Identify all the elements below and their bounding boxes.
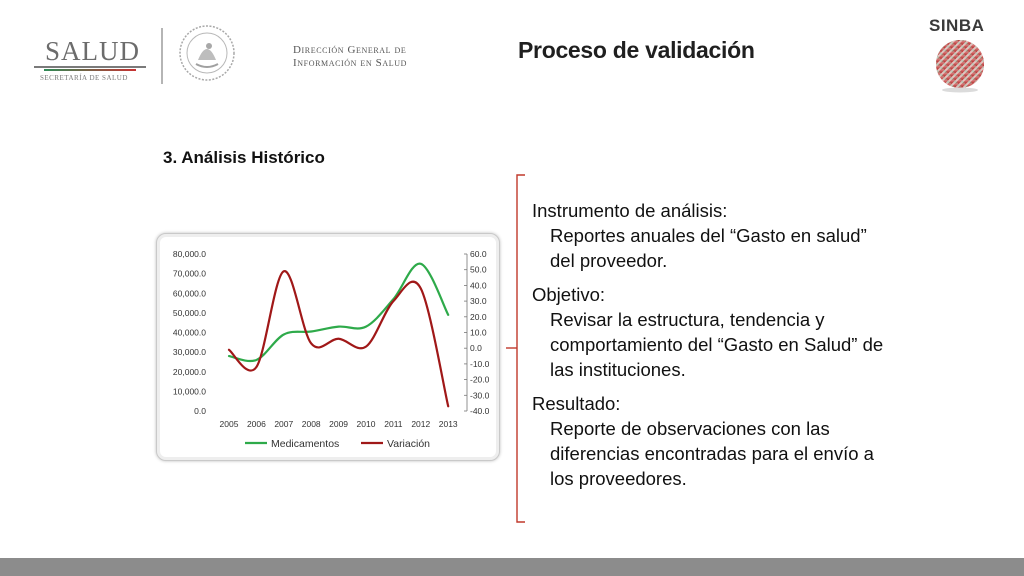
- y-left-tick-label: 80,000.0: [172, 249, 206, 259]
- block-text: Reporte de observaciones con las diferencias encontradas para el envío a los proveedores.: [550, 418, 874, 489]
- y-left-tick-label: 40,000.0: [172, 327, 206, 338]
- x-tick-label: 2011: [384, 419, 403, 429]
- y-right-tick-label: 0.0: [470, 343, 482, 354]
- y-right-tick-label: -40.0: [470, 406, 490, 416]
- salud-logo-color-rule: [44, 69, 136, 71]
- content-block-instrument: [532, 198, 892, 273]
- mexico-coat-of-arms-seal-icon: [178, 24, 236, 82]
- x-tick-label: 2010: [356, 419, 376, 429]
- series-line-variación: [229, 271, 448, 406]
- chart-canvas: [157, 234, 501, 462]
- block-label: Resultado:: [532, 393, 621, 414]
- block-label: Instrumento de análisis:: [532, 200, 728, 221]
- y-right-tick-label: 10.0: [470, 327, 487, 338]
- x-tick-label: 2013: [438, 419, 458, 429]
- sinba-globe-icon: [934, 38, 986, 99]
- y-right-tick-label: 50.0: [470, 264, 487, 275]
- section-heading: 3. Análisis Histórico: [163, 148, 325, 167]
- content-block-result: [532, 391, 892, 491]
- y-right-tick-label: 20.0: [470, 311, 487, 322]
- sinba-logo: [924, 14, 996, 98]
- page-title: Proceso de validación: [518, 37, 755, 63]
- x-tick-label: 2006: [246, 419, 266, 429]
- x-tick-label: 2007: [274, 419, 294, 429]
- legend-label: Variación: [387, 438, 430, 450]
- y-right-tick-label: -20.0: [470, 374, 490, 385]
- sinba-logo-label: SINBA: [929, 16, 985, 35]
- block-text: Revisar la estructura, tendencia y comportamiento del “Gasto en Salud” de las instituciones.: [550, 309, 884, 380]
- content-bracket: [505, 174, 527, 531]
- y-left-tick-label: 30,000.0: [172, 347, 206, 358]
- x-tick-label: 2009: [329, 419, 349, 429]
- y-right-tick-label: -10.0: [470, 358, 490, 369]
- salud-logo-subtitle: SECRETARÍA DE SALUD: [40, 74, 128, 82]
- content-block-objective: [532, 282, 892, 382]
- dgis-line-2: Información en Salud: [293, 57, 407, 69]
- y-left-tick-label: 0.0: [194, 406, 206, 416]
- block-label: Objetivo:: [532, 284, 606, 305]
- dgis-logo: [293, 44, 407, 70]
- y-right-tick-label: 60.0: [470, 249, 487, 259]
- y-left-tick-label: 70,000.0: [172, 268, 206, 279]
- content-panel: [532, 198, 892, 500]
- legend-label: Medicamentos: [271, 438, 340, 450]
- y-left-tick-label: 60,000.0: [172, 288, 206, 299]
- x-tick-label: 2005: [219, 419, 239, 429]
- x-tick-label: 2012: [411, 419, 431, 429]
- series-line-medicamentos: [229, 264, 448, 361]
- y-right-tick-label: -30.0: [470, 390, 490, 401]
- y-right-tick-label: 30.0: [470, 296, 487, 307]
- salud-logo: [30, 28, 158, 88]
- y-left-tick-label: 50,000.0: [172, 307, 206, 318]
- salud-logo-rule: [34, 66, 146, 68]
- x-tick-label: 2008: [301, 419, 321, 429]
- historical-analysis-chart: [156, 233, 500, 461]
- header-divider: [161, 28, 163, 84]
- y-right-tick-label: 40.0: [470, 280, 487, 291]
- block-text: Reportes anuales del “Gasto en salud” del proveedor.: [550, 225, 867, 271]
- dgis-line-1: Dirección General de: [293, 44, 407, 56]
- y-left-tick-label: 20,000.0: [172, 366, 206, 377]
- footer-bar: [0, 558, 1024, 576]
- salud-logo-word: SALUD: [45, 36, 141, 66]
- y-left-tick-label: 10,000.0: [172, 386, 206, 397]
